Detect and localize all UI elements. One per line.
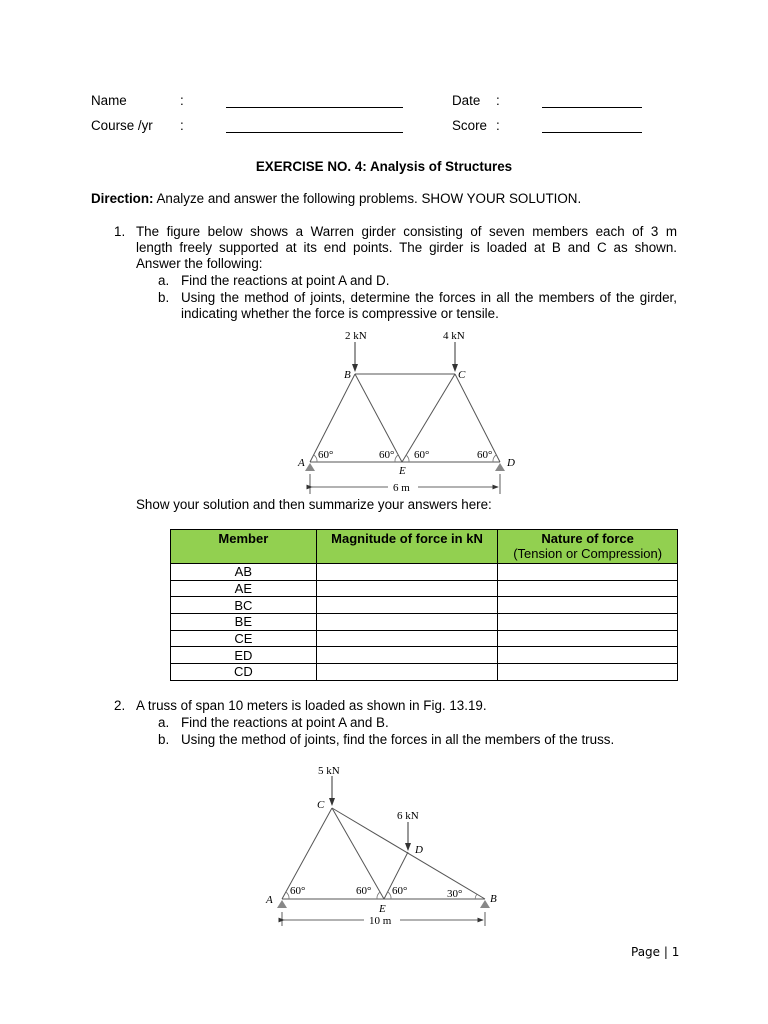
span-label: 10 m <box>369 915 392 927</box>
magnitude-cell[interactable] <box>316 564 498 581</box>
magnitude-cell[interactable] <box>316 614 498 631</box>
angle-60-label: 60° <box>290 885 306 897</box>
problem2-item-b-letter: b. <box>158 732 170 747</box>
name-colon: : <box>180 93 184 108</box>
magnitude-cell[interactable] <box>316 597 498 614</box>
problem1-line3: Answer the following: <box>136 256 263 271</box>
answer-table <box>170 529 678 681</box>
node-b-label: B <box>344 369 351 381</box>
table-row <box>171 664 678 681</box>
angle-label: 60° <box>414 449 430 461</box>
member-cell: BC <box>171 597 317 614</box>
problem2-item-a: Find the reactions at point A and B. <box>181 715 389 730</box>
date-label: Date <box>452 93 481 108</box>
node-c-label: C <box>458 369 466 381</box>
nature-cell[interactable] <box>498 564 678 581</box>
node-d-label: D <box>415 844 423 856</box>
problem1-item-b-letter: b. <box>158 290 170 305</box>
angle-label: 60° <box>379 449 395 461</box>
node-b-label: B <box>490 893 497 905</box>
direction-text: Analyze and answer the following problems. SHOW YOUR SOLUTION. <box>153 191 582 206</box>
page-number: Page | 1 <box>631 945 680 959</box>
node-e-label: E <box>399 465 406 477</box>
header-nature-sub: (Tension or Compression) <box>513 546 663 561</box>
table-row <box>171 564 678 581</box>
node-a-label: A <box>266 894 273 906</box>
load-d-label: 6 kN <box>397 810 419 822</box>
score-field[interactable] <box>542 132 642 133</box>
support-d-icon <box>495 463 505 471</box>
table-row <box>171 647 678 664</box>
problem1-item-b: Using the method of joints, determine the forces in all the members of the girder, <box>181 290 677 305</box>
nature-cell[interactable] <box>498 647 678 664</box>
problem2-item-b: Using the method of joints, find the forces in all the members of the truss. <box>181 732 615 747</box>
problem1-number: 1. <box>114 224 126 239</box>
problem1-item-a-letter: a. <box>158 273 170 288</box>
page-title: EXERCISE NO. 4: Analysis of Structures <box>255 159 513 174</box>
support-a-icon <box>305 463 315 471</box>
warren-girder-figure <box>290 326 520 498</box>
angle-60-label: 60° <box>392 885 408 897</box>
table-row <box>171 630 678 647</box>
name-field[interactable] <box>226 107 403 108</box>
member-cell: AB <box>171 564 317 581</box>
course-colon: : <box>180 118 184 133</box>
course-field[interactable] <box>226 132 403 133</box>
angle-60-label: 60° <box>356 885 372 897</box>
problem1-item-a: Find the reactions at point A and D. <box>181 273 390 288</box>
problem1-item-b-cont: indicating whether the force is compressive or tensile. <box>181 306 499 321</box>
node-e-label: E <box>379 903 386 915</box>
angle-label: 60° <box>477 449 493 461</box>
problem2-item-a-letter: a. <box>158 715 170 730</box>
magnitude-cell[interactable] <box>316 580 498 597</box>
load-b-label: 2 kN <box>345 330 367 342</box>
member-cell: ED <box>171 647 317 664</box>
table-row <box>171 614 678 631</box>
table-row <box>171 580 678 597</box>
member-cell: AE <box>171 580 317 597</box>
problem1-line2: length freely supported at its end points. The girder is loaded at B and C as shown. <box>136 240 677 255</box>
node-a-label: A <box>298 457 305 469</box>
load-c-label: 5 kN <box>318 765 340 777</box>
nature-cell[interactable] <box>498 664 678 681</box>
member-cell: CE <box>171 630 317 647</box>
support-b-icon <box>480 900 490 908</box>
date-field[interactable] <box>542 107 642 108</box>
date-colon: : <box>496 93 500 108</box>
member-cell: CD <box>171 664 317 681</box>
nature-cell[interactable] <box>498 614 678 631</box>
summary-prompt: Show your solution and then summarize your answers here: <box>136 497 492 512</box>
span-label: 6 m <box>393 482 410 494</box>
nature-cell[interactable] <box>498 597 678 614</box>
load-c-label: 4 kN <box>443 330 465 342</box>
direction <box>91 191 581 206</box>
node-d-label: D <box>507 457 515 469</box>
header-member: Member <box>171 530 317 564</box>
direction-label: Direction: <box>91 191 154 206</box>
magnitude-cell[interactable] <box>316 630 498 647</box>
score-label: Score <box>452 118 487 133</box>
course-label: Course /yr <box>91 118 153 133</box>
header-magnitude: Magnitude of force in kN <box>316 530 498 564</box>
problem2-number: 2. <box>114 698 126 713</box>
magnitude-cell[interactable] <box>316 647 498 664</box>
node-c-label: C <box>317 799 325 811</box>
angle-30-label: 30° <box>447 888 463 900</box>
support-a-icon <box>277 900 287 908</box>
table-row <box>171 597 678 614</box>
member-cell: BE <box>171 614 317 631</box>
problem2-text: A truss of span 10 meters is loaded as shown in Fig. 13.19. <box>136 698 487 713</box>
score-colon: : <box>496 118 500 133</box>
nature-cell[interactable] <box>498 580 678 597</box>
header-nature: Nature of force (Tension or Compression) <box>498 530 678 564</box>
nature-cell[interactable] <box>498 630 678 647</box>
magnitude-cell[interactable] <box>316 664 498 681</box>
truss-figure <box>262 762 504 932</box>
name-label: Name <box>91 93 127 108</box>
problem1-line1: The figure below shows a Warren girder consisting of seven members each of 3 m <box>136 224 677 239</box>
angle-label: 60° <box>318 449 334 461</box>
